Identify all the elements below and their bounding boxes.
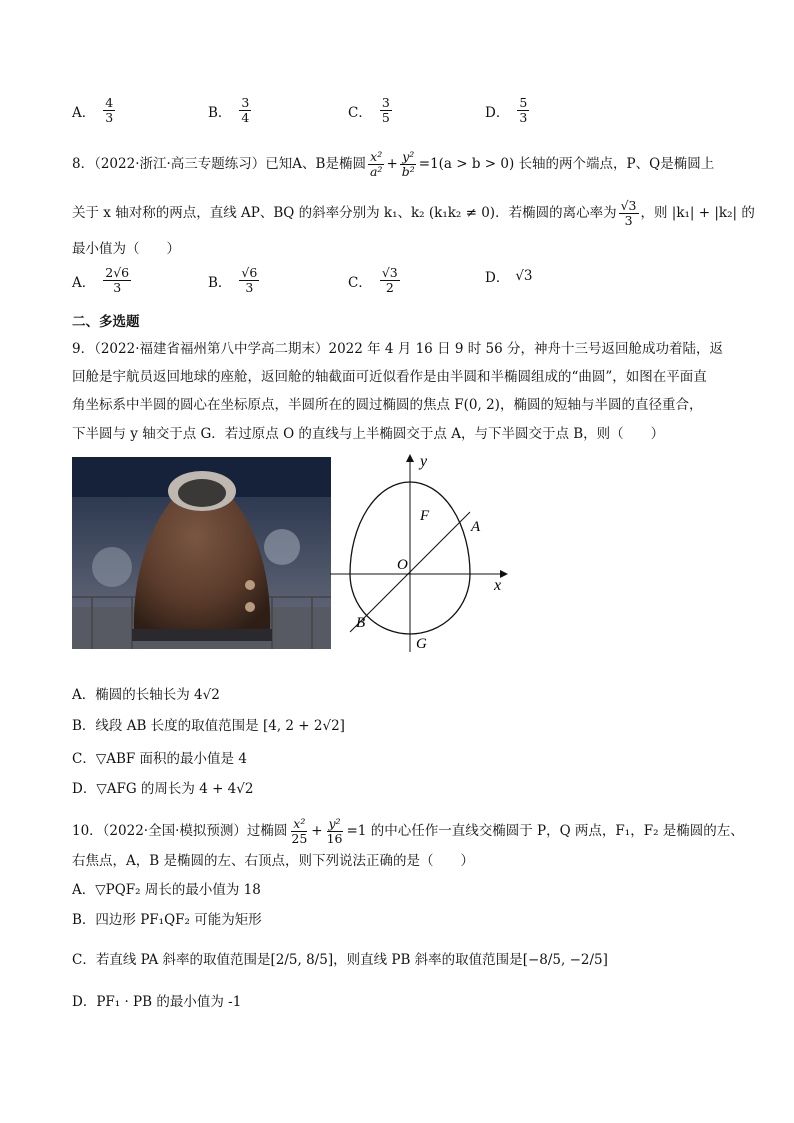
q7-option-d bbox=[485, 96, 531, 125]
interval: [2/5, 8/5] bbox=[270, 952, 334, 968]
q8-options bbox=[72, 266, 734, 306]
option-label: D． bbox=[485, 270, 510, 286]
fraction bbox=[517, 96, 529, 125]
numerator: x² bbox=[293, 816, 306, 831]
question-text: ，则 |k₁| + |k₂| 的 bbox=[640, 205, 755, 221]
question-text: 关于 x 轴对称的两点，直线 AP、BQ 的斜率分别为 k₁、k₂ (k₁k₂ ≠ 0)．若椭圆的离心率为 bbox=[72, 205, 617, 221]
q8-option-a bbox=[72, 266, 133, 295]
q9-line-4: 下半圆与 y 轴交于点 G．若过原点 O 的直线与上半椭圆交于点 A，与下半圆交于点 B，则（ ） bbox=[72, 426, 665, 442]
question-text: C．若直线 PA 斜率的取值范围是 bbox=[72, 952, 271, 968]
fraction bbox=[103, 96, 115, 125]
label-y: y bbox=[420, 453, 428, 470]
fraction bbox=[239, 266, 259, 295]
capsule-photo bbox=[72, 457, 331, 649]
numerator: 5 bbox=[519, 95, 528, 110]
q9-line-1: 9．（2022·福建省福州第八中学高二期末）2022 年 4 月 16 日 9 时 56 分，神舟十三号返回舱成功着陆，返 bbox=[72, 341, 723, 357]
numerator: 2√6 bbox=[105, 265, 130, 280]
fraction bbox=[380, 96, 392, 125]
label-a: A bbox=[471, 519, 481, 535]
q9-option-a: A．椭圆的长轴长为 4√2 bbox=[72, 687, 220, 703]
option-label: C． bbox=[348, 274, 372, 291]
q8-option-b bbox=[208, 266, 261, 295]
denominator: 3 bbox=[245, 280, 254, 295]
q7-options bbox=[72, 96, 734, 136]
q8-option-d bbox=[485, 266, 533, 286]
denominator: 4 bbox=[241, 110, 250, 125]
q7-option-a bbox=[72, 96, 117, 125]
numerator: √3 bbox=[381, 265, 398, 280]
interval: [−8/5, −2/5] bbox=[522, 952, 608, 968]
coordinate-diagram bbox=[330, 452, 510, 658]
label-b: B bbox=[356, 615, 366, 631]
question-number: 8． bbox=[72, 156, 95, 172]
numerator: 4 bbox=[105, 95, 114, 110]
option-label: D． bbox=[485, 104, 510, 121]
plus-sign: + bbox=[311, 823, 323, 839]
numerator: √6 bbox=[241, 265, 258, 280]
label-g: G bbox=[416, 636, 427, 652]
option-label: B． bbox=[208, 104, 232, 121]
q7-option-b bbox=[208, 96, 253, 125]
denominator: 2 bbox=[385, 280, 394, 295]
numerator: y² bbox=[402, 149, 415, 164]
q10-line-1 bbox=[72, 817, 744, 846]
question-text: ，则直线 PB 斜率的取值范围是 bbox=[333, 952, 523, 968]
denominator: 5 bbox=[381, 110, 390, 125]
option-value: √3 bbox=[515, 268, 533, 284]
question-source: （2022·浙江·高三专题练习）已知 bbox=[94, 156, 293, 172]
denominator: 3 bbox=[105, 110, 114, 125]
fraction bbox=[239, 96, 251, 125]
question-text: 10．（2022·全国·模拟预测）过椭圆 bbox=[72, 823, 288, 839]
q10-option-a: A．▽PQF₂ 周长的最小值为 18 bbox=[72, 882, 261, 898]
q8-line-1 bbox=[72, 150, 714, 179]
option-label: C． bbox=[348, 104, 372, 121]
q10-option-c bbox=[72, 950, 608, 970]
q8-option-c bbox=[348, 266, 402, 295]
fraction bbox=[619, 199, 639, 228]
q9-line-2: 回舱是宇航员返回地球的座舱，返回舱的轴截面可近似看作是由半圆和半椭圆组成的“曲圆”，如图在平面直 bbox=[72, 369, 707, 385]
fraction bbox=[289, 817, 309, 846]
fraction bbox=[400, 150, 417, 179]
question-text: A、B是椭圆 bbox=[292, 156, 366, 172]
q10-line-2: 右焦点，A，B 是椭圆的左、右顶点，则下列说法正确的是（ ） bbox=[72, 853, 474, 869]
plus-sign: + bbox=[386, 156, 398, 172]
section-heading: 二、多选题 bbox=[72, 314, 140, 330]
fraction bbox=[368, 150, 384, 179]
label-f: F bbox=[420, 508, 430, 524]
q8-line-3: 最小值为（ ） bbox=[72, 241, 180, 257]
label-x: x bbox=[494, 577, 502, 594]
numerator: √3 bbox=[620, 198, 637, 213]
label-o: O bbox=[397, 557, 408, 573]
q10-option-b: B．四边形 PF₁QF₂ 可能为矩形 bbox=[72, 912, 262, 928]
q9-option-b: B．线段 AB 长度的取值范围是 [4, 2 + 2√2] bbox=[72, 718, 345, 734]
numerator: y² bbox=[328, 816, 341, 831]
option-label: A． bbox=[72, 274, 96, 291]
coordinate-diagram-drawing bbox=[330, 452, 510, 658]
q10-option-d: D．PF₁ · PB 的最小值为 -1 bbox=[72, 994, 242, 1010]
numerator: x² bbox=[370, 149, 383, 164]
fraction bbox=[103, 266, 131, 295]
q8-line-2 bbox=[72, 199, 755, 228]
y-axis-arrow bbox=[406, 454, 414, 462]
option-label: B． bbox=[208, 274, 232, 291]
q9-option-c: C．▽ABF 面积的最小值是 4 bbox=[72, 751, 247, 767]
question-text: =1 的中心任作一直线交椭圆于 P，Q 两点，F₁，F₂ 是椭圆的左、 bbox=[346, 823, 744, 839]
denominator: 3 bbox=[519, 110, 528, 125]
denominator: 16 bbox=[326, 831, 343, 846]
q9-option-d: D．▽AFG 的周长为 4 + 4√2 bbox=[72, 781, 254, 797]
denominator: 25 bbox=[291, 831, 308, 846]
q7-option-c bbox=[348, 96, 394, 125]
capsule-photo-drawing bbox=[72, 457, 331, 649]
q9-line-3: 角坐标系中半圆的圆心在坐标原点，半圆所在的圆过椭圆的焦点 F(0, 2)，椭圆的短轴与半圆的直径重合， bbox=[72, 397, 703, 413]
fraction bbox=[380, 266, 400, 295]
option-label: A． bbox=[72, 104, 96, 121]
x-axis-arrow bbox=[500, 570, 508, 578]
denominator: b² bbox=[401, 164, 415, 179]
numerator: 3 bbox=[241, 95, 250, 110]
denominator: 3 bbox=[624, 213, 633, 228]
numerator: 3 bbox=[381, 95, 390, 110]
denominator: a² bbox=[369, 164, 383, 179]
question-text: =1(a > b > 0) 长轴的两个端点，P、Q是椭圆上 bbox=[418, 156, 715, 172]
denominator: 3 bbox=[113, 280, 122, 295]
fraction bbox=[325, 817, 345, 846]
